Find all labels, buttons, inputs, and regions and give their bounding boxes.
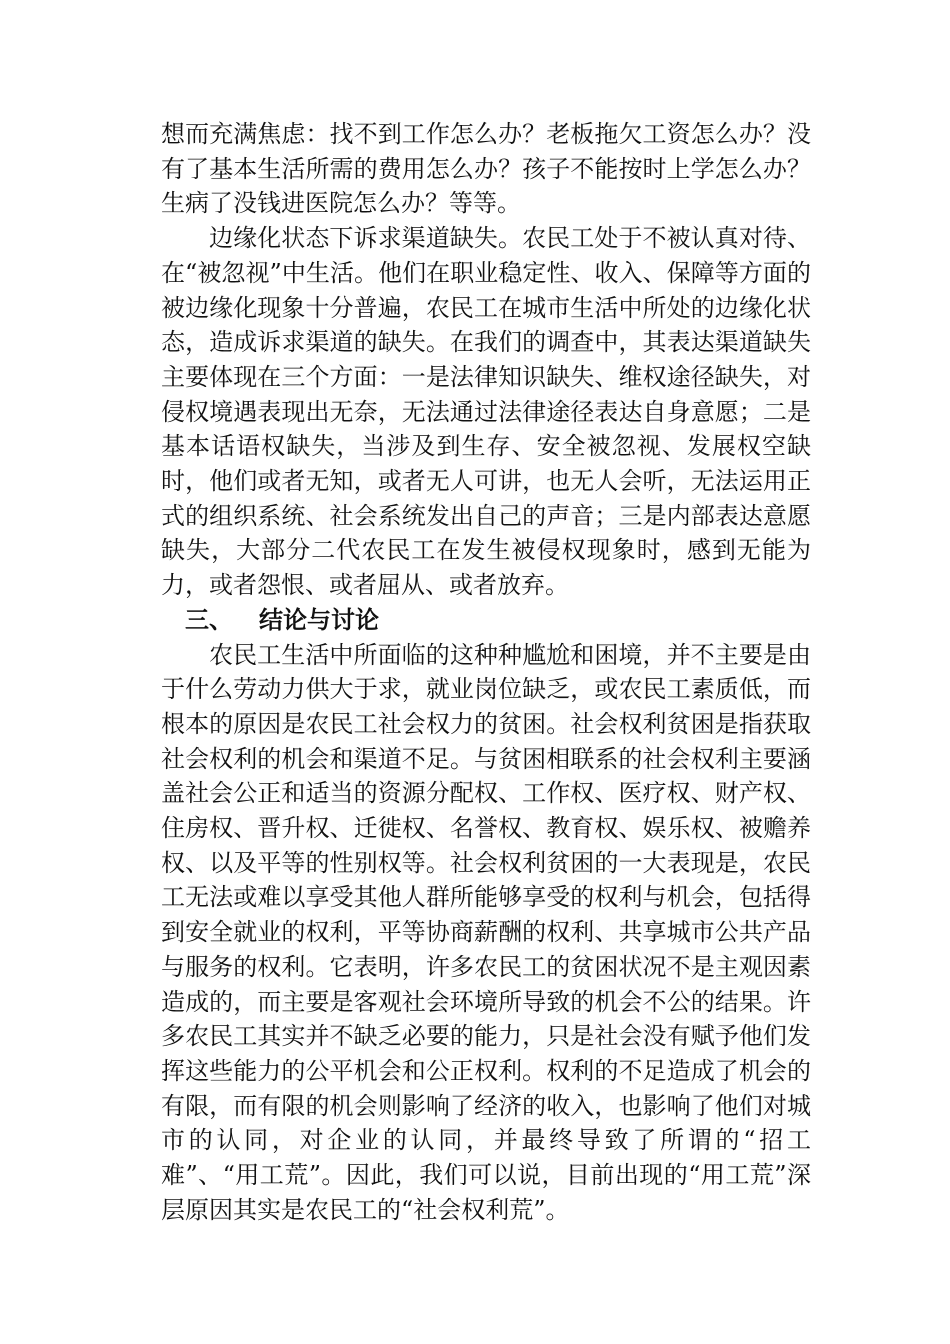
document-body xyxy=(161,117,811,1228)
paragraph-anxiety: 想而充满焦虑：找不到工作怎么办？老板拖欠工资怎么办？没有了基本生活所需的费用怎么办？孩子不能按时上学怎么办？生病了没钱进医院怎么办？等等。 xyxy=(161,120,811,218)
section-number: 三、 xyxy=(185,605,233,634)
paragraph-conclusion: 农民工生活中所面临的这种种尴尬和困境，并不主要是由于什么劳动力供大于求，就业岗位缺乏，或农民工素质低，而根本的原因是农民工社会权力的贫困。社会权利贫困是指获取社会权利的机会和渠道不足。与贫困相联系的社会权利主要涵盖社会公正和适当的资源分配权、工作权、医疗权、财产权、住房权、晋升权、迁徙权、名誉权、教育权、娱乐权、被赡养权、以及平等的性别权等。社会权利贫困的一大表现是，农民工无法或难以享受其他人群所能够享受的权利与机会，包括得到安全就业的权利，平等协商薪酬的权利、共享城市公共产品与服务的权利。它表明，许多农民工的贫困状况不是主观因素造成的，而主要是客观社会环境所导致的机会不公的结果。许多农民工其实并不缺乏必要的能力，只是社会没有赋予他们发挥这些能力的公平机会和公正权利。权利的不足造成了机会的有限，而有限的机会则影响了经济的收入，也影响了他们对城市的认同，对企业的认同，并最终导致了所谓的“招工难”、“用工荒”。因此，我们可以说，目前出现的“用工荒”深层原因其实是农民工的“社会权利荒”。 xyxy=(161,640,811,1224)
paragraph-marginalization: 边缘化状态下诉求渠道缺失。农民工处于不被认真对待、在“被忽视”中生活。他们在职业稳定性、收入、保障等方面的被边缘化现象十分普遍，农民工在城市生活中所处的边缘化状态，造成诉求渠道的缺失。在我们的调查中，其表达渠道缺失主要体现在三个方面：一是法律知识缺失、维权途径缺失，对侵权境遇表现出无奈，无法通过法律途径表达自身意愿；二是基本话语权缺失，当涉及到生存、安全被忽视、发展权空缺时，他们或者无知，或者无人可讲，也无人会听，无法运用正式的组织系统、社会系统发出自己的声音；三是内部表达意愿缺失，大部分二代农民工在发生被侵权现象时，感到无能为力，或者怨恨、或者屈从、或者放弃。 xyxy=(161,224,811,600)
section-title: 结论与讨论 xyxy=(259,605,379,634)
section-heading xyxy=(161,603,811,638)
